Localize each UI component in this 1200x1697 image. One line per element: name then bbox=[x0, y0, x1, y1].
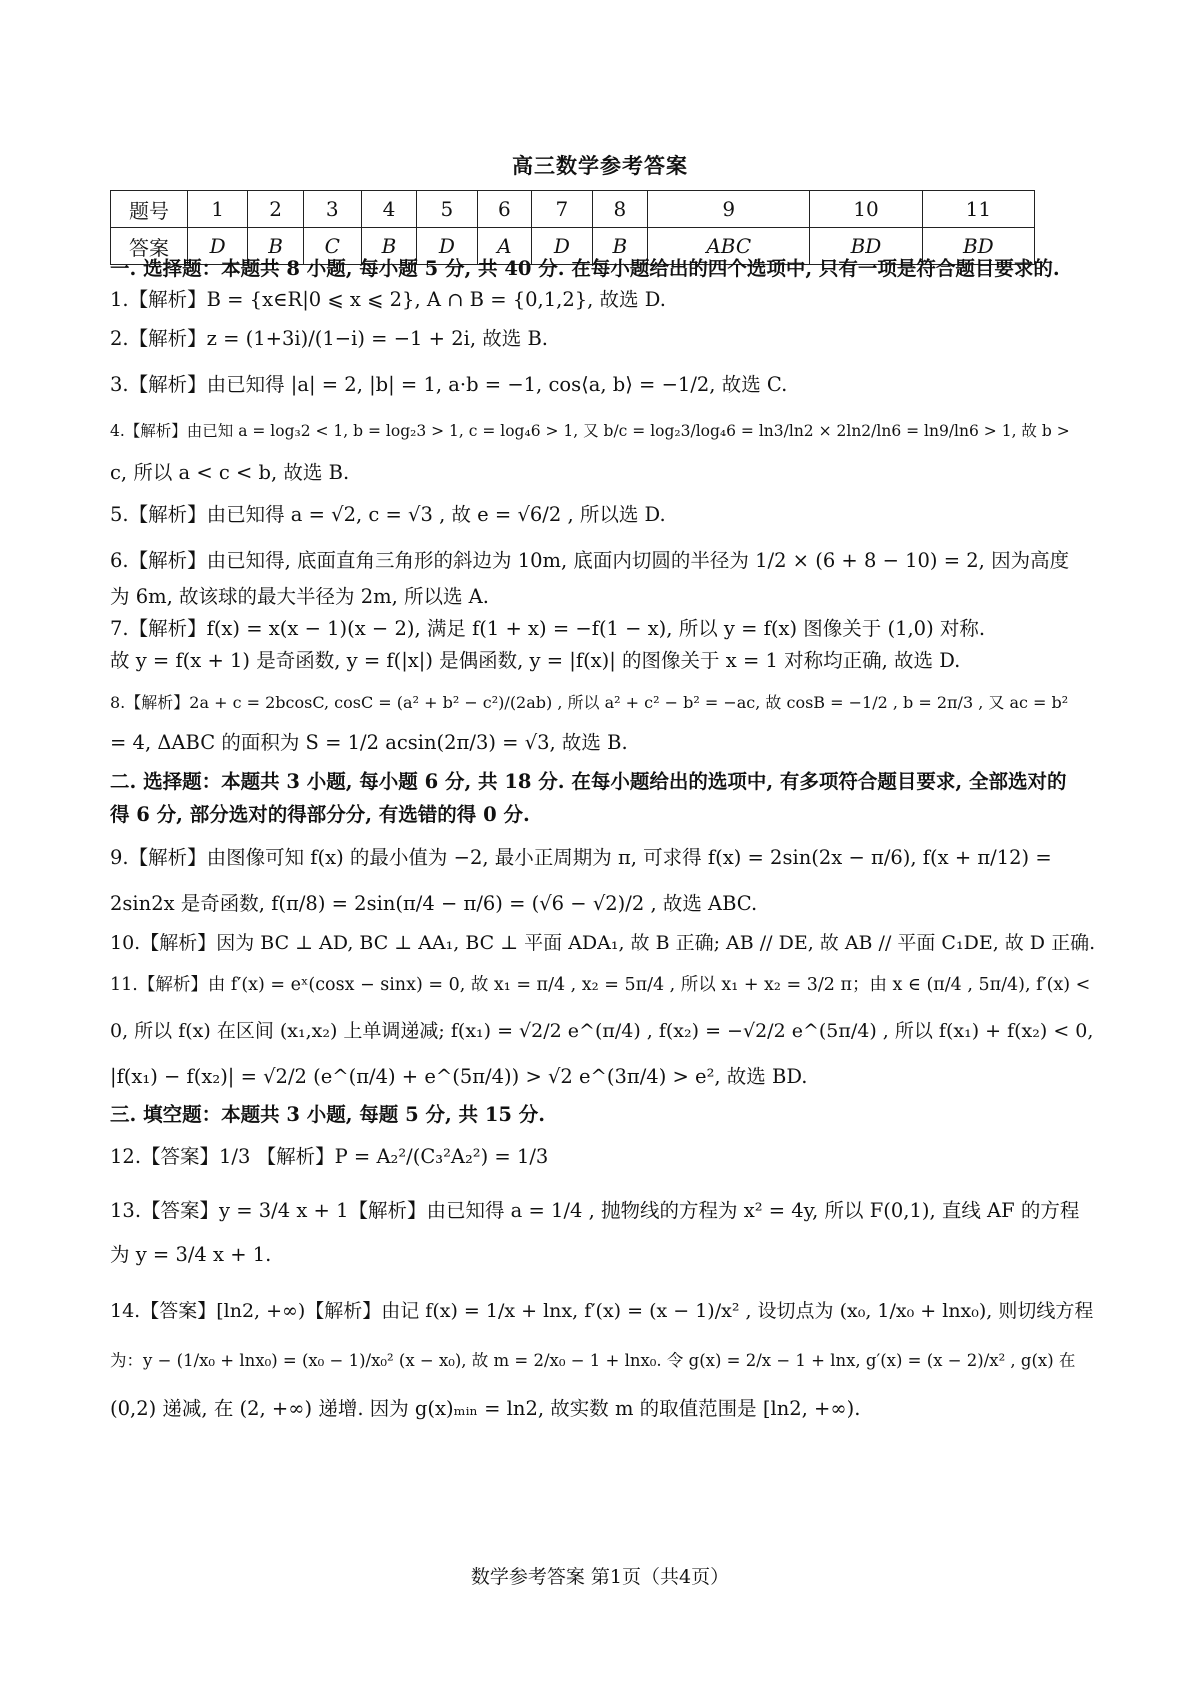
page-title: 高三数学参考答案 bbox=[512, 153, 688, 178]
table-cell-number: 7 bbox=[532, 191, 592, 228]
table-cell-answer: C bbox=[303, 228, 361, 265]
table-cell-answer: D bbox=[417, 228, 477, 265]
solution-line: 12.【答案】1/3 【解析】P = A₂²/(C₃²A₂²) = 1/3 bbox=[110, 1145, 549, 1168]
table-cell-number: 1 bbox=[188, 191, 248, 228]
solution-line: 11.【解析】由 f′(x) = eˣ(cosx − sinx) = 0, 故 x₁ = π/4 , x₂ = 5π/4 , 所以 x₁ + x₂ = 3/2 π；由 x ∈ (π/4 , 5π/4), f′(x) < bbox=[110, 975, 1091, 995]
page-footer: 数学参考答案 第1页（共4页） bbox=[470, 1566, 730, 1588]
solution-line: (0,2) 递减, 在 (2, +∞) 递增. 因为 g(x)ₘᵢₙ = ln2, 故实数 m 的取值范围是 [ln2, +∞). bbox=[110, 1397, 861, 1420]
answer-label: 答案 bbox=[111, 228, 188, 265]
table-row-numbers bbox=[111, 191, 1035, 228]
solution-line: 5.【解析】由已知得 a = √2, c = √3 , 故 e = √6/2 , 所以选 D. bbox=[110, 503, 666, 526]
table-cell-number: 11 bbox=[922, 191, 1034, 228]
solution-line: 为：y − (1/x₀ + lnx₀) = (x₀ − 1)/x₀² (x − x₀), 故 m = 2/x₀ − 1 + lnx₀. 令 g(x) = 2/x − 1 + lnx, g′(x) = (x − 2)/x² , g(x) 在 bbox=[110, 1351, 1076, 1370]
solution-line: 2.【解析】z = (1+3i)/(1−i) = −1 + 2i, 故选 B. bbox=[110, 327, 548, 350]
solution-line: 4.【解析】由已知 a = log₃2 < 1, b = log₂3 > 1, c = log₄6 > 1, 又 b/c = log₂3/log₄6 = ln3/ln2 × 2ln2/ln6 = ln9/ln6 > 1, 故 b > bbox=[110, 422, 1070, 440]
solution-line: = 4, ΔABC 的面积为 S = 1/2 acsin(2π/3) = √3, 故选 B. bbox=[110, 731, 628, 754]
solution-line: 9.【解析】由图像可知 f(x) 的最小值为 −2, 最小正周期为 π, 可求得 f(x) = 2sin(2x − π/6), f(x + π/12) = bbox=[110, 846, 1052, 869]
solution-line: 7.【解析】f(x) = x(x − 1)(x − 2), 满足 f(1 + x) = −f(1 − x), 所以 y = f(x) 图像关于 (1,0) 对称. bbox=[110, 617, 986, 640]
section-heading: 得 6 分, 部分选对的得部分分, 有选错的得 0 分. bbox=[110, 803, 530, 826]
table-cell-number: 8 bbox=[592, 191, 648, 228]
table-cell-answer: BD bbox=[810, 228, 922, 265]
header-label: 题号 bbox=[111, 191, 188, 228]
table-cell-number: 6 bbox=[477, 191, 532, 228]
solution-line: 为 6m, 故该球的最大半径为 2m, 所以选 A. bbox=[110, 585, 489, 608]
solution-line: 故 y = f(x + 1) 是奇函数, y = f(|x|) 是偶函数, y = |f(x)| 的图像关于 x = 1 对称均正确, 故选 D. bbox=[110, 649, 961, 672]
solution-line: |f(x₁) − f(x₂)| = √2/2 (e^(π/4) + e^(5π/4)) > √2 e^(3π/4) > e², 故选 BD. bbox=[110, 1065, 808, 1088]
table-cell-number: 5 bbox=[417, 191, 477, 228]
table-cell-answer: BD bbox=[922, 228, 1034, 265]
table-cell-answer: D bbox=[188, 228, 248, 265]
solution-line: 13.【答案】y = 3/4 x + 1【解析】由已知得 a = 1/4 , 抛物线的方程为 x² = 4y, 所以 F(0,1), 直线 AF 的方程 bbox=[110, 1199, 1080, 1222]
table-cell-number: 10 bbox=[810, 191, 922, 228]
table-cell-number: 4 bbox=[361, 191, 417, 228]
solution-line: 14.【答案】[ln2, +∞)【解析】由记 f(x) = 1/x + lnx, f′(x) = (x − 1)/x² , 设切点为 (x₀, 1/x₀ + lnx₀), 则切线方程 bbox=[110, 1300, 1094, 1322]
solution-line: 0, 所以 f(x) 在区间 (x₁,x₂) 上单调递减; f(x₁) = √2/2 e^(π/4) , f(x₂) = −√2/2 e^(5π/4) , 所以 f(x₁) + f(x₂) < 0, bbox=[110, 1020, 1094, 1042]
table-cell-answer: B bbox=[248, 228, 304, 265]
table-cell-answer: A bbox=[477, 228, 532, 265]
table-cell-answer: B bbox=[361, 228, 417, 265]
solution-line: 2sin2x 是奇函数, f(π/8) = 2sin(π/4 − π/6) = (√6 − √2)/2 , 故选 ABC. bbox=[110, 892, 758, 915]
table-cell-number: 2 bbox=[248, 191, 304, 228]
solution-line: 6.【解析】由已知得, 底面直角三角形的斜边为 10m, 底面内切圆的半径为 1/2 × (6 + 8 − 10) = 2, 因为高度 bbox=[110, 549, 1070, 572]
table-cell-answer: ABC bbox=[648, 228, 810, 265]
solution-line: 8.【解析】2a + c = 2bcosC, cosC = (a² + b² − c²)/(2ab) , 所以 a² + c² − b² = −ac, 故 cosB = −1/2 , b = 2π/3 , 又 ac = b² bbox=[110, 693, 1069, 712]
table-cell-answer: B bbox=[592, 228, 648, 265]
solution-line: 1.【解析】B = {x∈R|0 ⩽ x ⩽ 2}, A ∩ B = {0,1,2}, 故选 D. bbox=[110, 288, 666, 311]
table-cell-answer: D bbox=[532, 228, 592, 265]
solution-line: 10.【解析】因为 BC ⊥ AD, BC ⊥ AA₁, BC ⊥ 平面 ADA₁, 故 B 正确; AB // DE, 故 AB // 平面 C₁DE, 故 D 正确. bbox=[110, 932, 1096, 954]
section-heading: 一. 选择题：本题共 8 小题, 每小题 5 分, 共 40 分. 在每小题给出的四个选项中, 只有一项是符合题目要求的. bbox=[110, 257, 1060, 280]
table-cell-number: 9 bbox=[648, 191, 810, 228]
solution-line: 3.【解析】由已知得 |a| = 2, |b| = 1, a·b = −1, cos⟨a, b⟩ = −1/2, 故选 C. bbox=[110, 373, 788, 396]
section-heading: 二. 选择题：本题共 3 小题, 每小题 6 分, 共 18 分. 在每小题给出的选项中, 有多项符合题目要求, 全部选对的 bbox=[110, 770, 1067, 793]
section-heading: 三. 填空题：本题共 3 小题, 每题 5 分, 共 15 分. bbox=[110, 1103, 546, 1126]
solution-line: 为 y = 3/4 x + 1. bbox=[110, 1243, 272, 1266]
table-cell-number: 3 bbox=[303, 191, 361, 228]
solution-line: c, 所以 a < c < b, 故选 B. bbox=[110, 461, 350, 484]
